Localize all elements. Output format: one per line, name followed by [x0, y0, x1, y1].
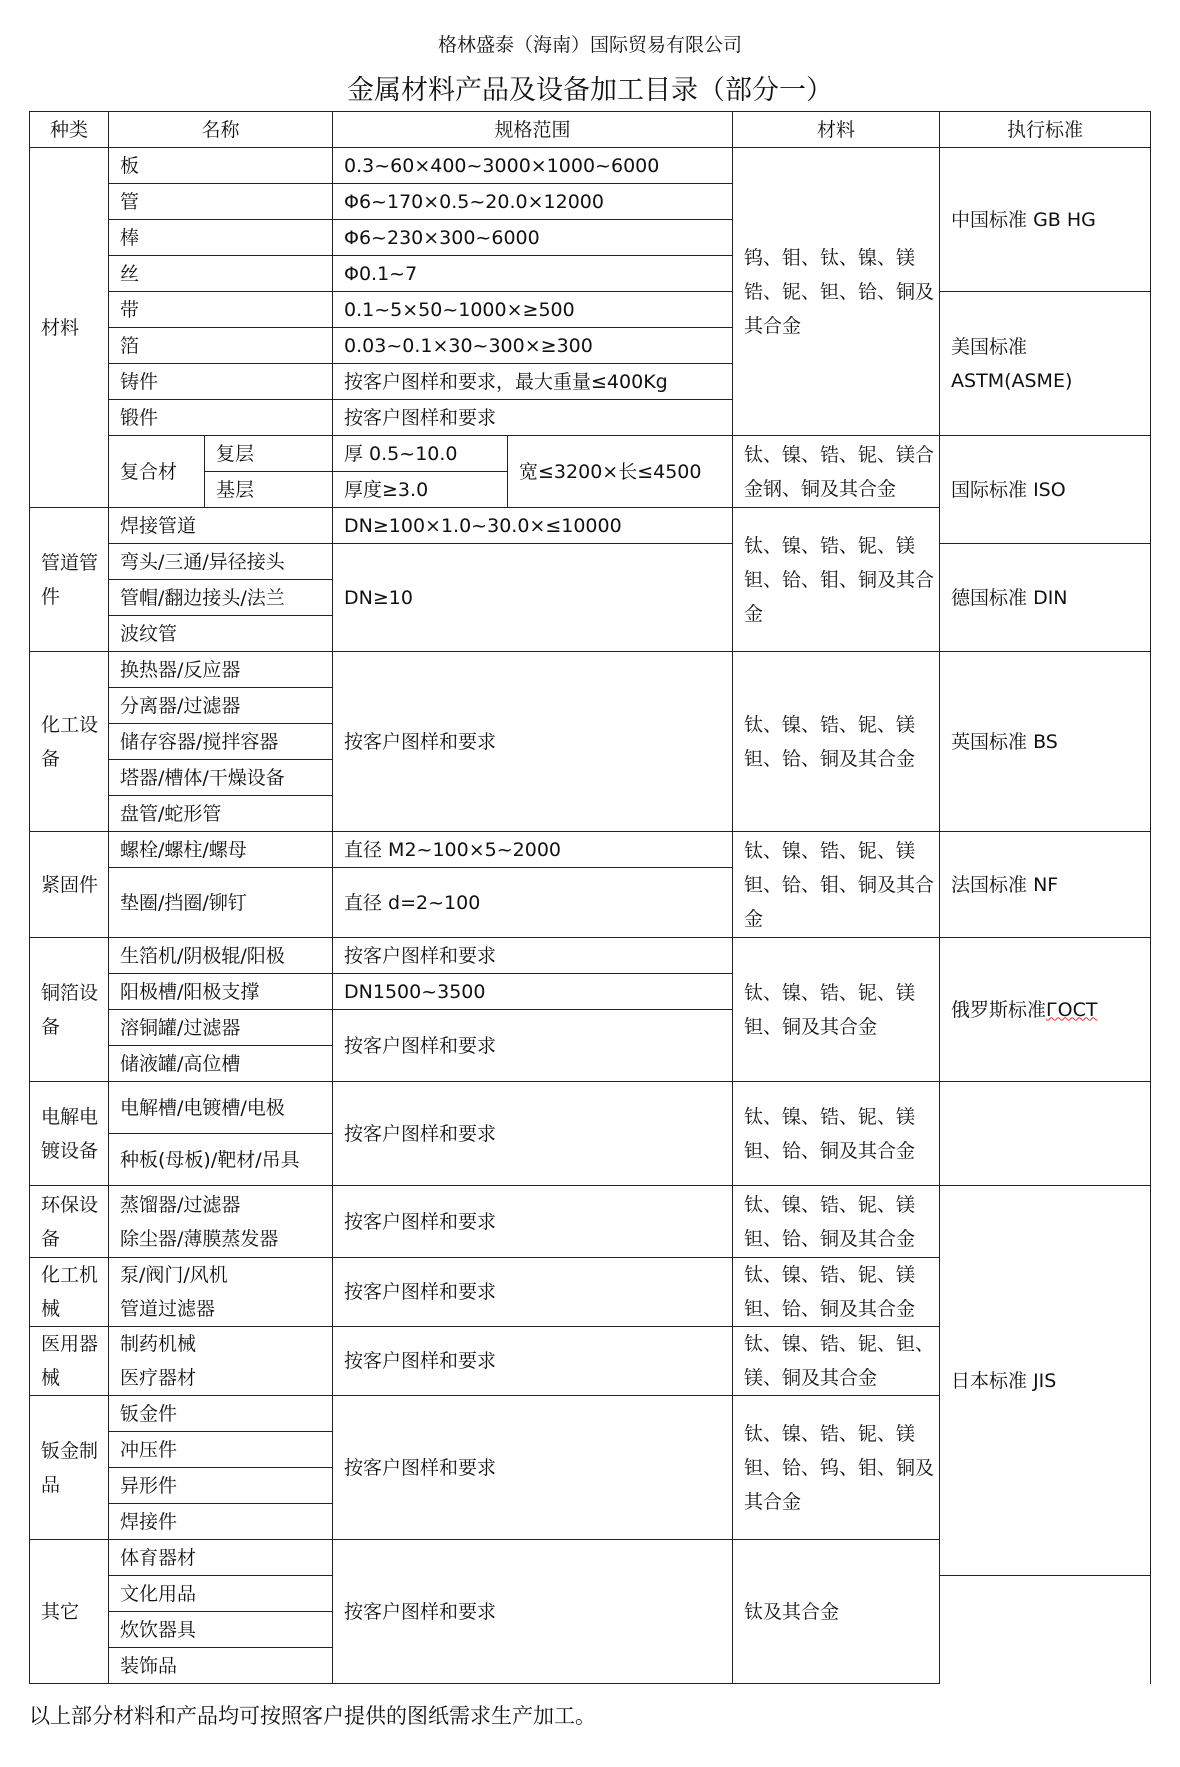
usa-standard-line1: 美国标准 [951, 335, 1028, 358]
standard-cell: 国际标准 ISO [940, 436, 1151, 544]
spec-cell: 按客户图样和要求 [333, 400, 733, 436]
spec-cell: Φ0.1~7 [333, 256, 733, 292]
material-cell: 钛、镍、锆、铌、镁钽、铪、铜及其合金 [733, 652, 940, 832]
name-cell: 溶铜罐/过滤器 [109, 1010, 333, 1046]
spec-cell: 按客户图样和要求 [333, 1540, 733, 1684]
name-cell: 换热器/反应器 [109, 652, 333, 688]
name-cell: 螺栓/螺柱/螺母 [109, 832, 333, 868]
name-line: 蒸馏器/过滤器 [120, 1193, 241, 1216]
spec-cell: 按客户图样和要求 [333, 1186, 733, 1258]
name-cell: 储液罐/高位槽 [109, 1046, 333, 1082]
name-cell: 管帽/翻边接头/法兰 [109, 580, 333, 616]
standard-cell: 法国标准 NF [940, 832, 1151, 938]
spec-cell: 按客户图样和要求 [333, 1082, 733, 1186]
spec-cell: 0.1~5×50~1000×≥500 [333, 292, 733, 328]
russia-standard-label: 俄罗斯标准 [951, 998, 1047, 1021]
header-row [30, 112, 1151, 148]
header-standard: 执行标准 [940, 112, 1151, 148]
material-cell: 钛、镍、锆、铌、钽、镁、铜及其合金 [733, 1327, 940, 1396]
name-cell: 生箔机/阴极辊/阳极 [109, 938, 333, 974]
header-category: 种类 [30, 112, 109, 148]
company-name: 格林盛泰（海南）国际贸易有限公司 [437, 34, 742, 56]
name-cell: 种板(母板)/靶材/吊具 [109, 1134, 333, 1186]
name-cell: 冲压件 [109, 1432, 333, 1468]
spec-cell: Φ6~230×300~6000 [333, 220, 733, 256]
name-cell: 丝 [109, 256, 333, 292]
name-cell: 棒 [109, 220, 333, 256]
standard-cell: 中国标准 GB HG [940, 148, 1151, 292]
name-line: 泵/阀门/风机 [120, 1264, 228, 1286]
category-cell: 环保设备 [30, 1186, 109, 1258]
spec-cell: 宽≤3200×长≤4500 [508, 436, 733, 508]
name-cell: 箔 [109, 328, 333, 364]
spec-cell: 0.3~60×400~3000×1000~6000 [333, 148, 733, 184]
name-cell: 复合材 [109, 436, 205, 508]
usa-standard-line2: ASTM(ASME) [951, 369, 1073, 392]
spec-cell: 按客户图样和要求 [333, 1327, 733, 1396]
name-cell [109, 1186, 333, 1258]
material-cell: 钨、钼、钛、镍、镁锆、铌、钽、铪、铜及其合金 [733, 148, 940, 436]
spec-cell: 按客户图样和要求 [333, 1258, 733, 1327]
spec-cell: 0.03~0.1×30~300×≥300 [333, 328, 733, 364]
spec-cell: 按客户图样和要求 [333, 1396, 733, 1540]
name-line: 管道过滤器 [120, 1298, 216, 1320]
name-cell: 带 [109, 292, 333, 328]
name-cell: 锻件 [109, 400, 333, 436]
material-cell: 钛、镍、锆、铌、镁钽、铪、铜及其合金 [733, 1082, 940, 1186]
name-cell: 异形件 [109, 1468, 333, 1504]
spec-cell: 直径 M2~100×5~2000 [333, 832, 733, 868]
name-cell: 钣金件 [109, 1396, 333, 1432]
category-cell: 化工设备 [30, 652, 109, 832]
name-cell: 储存容器/搅拌容器 [109, 724, 333, 760]
name-cell: 管 [109, 184, 333, 220]
spec-cell: 厚度≥3.0 [333, 472, 508, 508]
table-row [30, 148, 1151, 184]
spec-cell: 按客户图样和要求，最大重量≤400Kg [333, 364, 733, 400]
spec-cell: DN≥100×1.0~30.0×≤10000 [333, 508, 733, 544]
footnote: 以上部分材料和产品均可按照客户提供的图纸需求生产加工。 [29, 1704, 596, 1728]
spec-cell: 按客户图样和要求 [333, 938, 733, 974]
material-cell: 钛、镍、锆、铌、镁钽、铜及其合金 [733, 938, 940, 1082]
category-cell: 其它 [30, 1540, 109, 1684]
category-cell: 紧固件 [30, 832, 109, 938]
name-cell: 分离器/过滤器 [109, 688, 333, 724]
material-cell: 钛、镍、锆、铌、镁钽、铪、钼、铜及其合金 [733, 508, 940, 652]
spec-cell: 按客户图样和要求 [333, 652, 733, 832]
name-cell [109, 1258, 333, 1327]
table-row [30, 1082, 1151, 1134]
table-row [30, 436, 1151, 472]
spec-cell: 厚 0.5~10.0 [333, 436, 508, 472]
name-cell: 铸件 [109, 364, 333, 400]
header-spec: 规格范围 [333, 112, 733, 148]
spec-cell: 按客户图样和要求 [333, 1010, 733, 1082]
material-cell: 钛、镍、锆、铌、镁钽、铪、铜及其合金 [733, 1258, 940, 1327]
table-row [30, 938, 1151, 974]
standard-cell [940, 938, 1151, 1082]
category-cell: 电解电镀设备 [30, 1082, 109, 1186]
name-cell: 盘管/蛇形管 [109, 796, 333, 832]
page-title: 金属材料产品及设备加工目录（部分一） [347, 75, 833, 106]
material-cell: 钛、镍、锆、铌、镁钽、铪、铜及其合金 [733, 1186, 940, 1258]
table-row [30, 832, 1151, 868]
name-cell: 板 [109, 148, 333, 184]
table-row [30, 544, 1151, 580]
name-cell: 炊饮器具 [109, 1612, 333, 1648]
name-cell: 文化用品 [109, 1576, 333, 1612]
name-cell: 焊接管道 [109, 508, 333, 544]
spec-cell: 直径 d=2~100 [333, 868, 733, 938]
standard-cell: 德国标准 DIN [940, 544, 1151, 652]
standard-cell-empty [940, 1082, 1151, 1186]
sublayer-cell: 基层 [205, 472, 333, 508]
name-cell: 弯头/三通/异径接头 [109, 544, 333, 580]
header-name: 名称 [109, 112, 333, 148]
name-cell: 体育器材 [109, 1540, 333, 1576]
name-cell: 阳极槽/阳极支撑 [109, 974, 333, 1010]
material-cell: 钛、镍、锆、铌、镁钽、铪、钨、钼、铜及其合金 [733, 1396, 940, 1540]
category-cell: 管道管件 [30, 508, 109, 652]
name-cell: 垫圈/挡圈/铆钉 [109, 868, 333, 938]
category-cell: 材料 [30, 148, 109, 508]
standard-cell: 日本标准 JIS [940, 1186, 1151, 1576]
category-cell: 钣金制品 [30, 1396, 109, 1540]
name-line: 除尘器/薄膜蒸发器 [120, 1227, 279, 1250]
spec-cell: DN≥10 [333, 544, 733, 652]
russia-standard-code: ГОСТ [1046, 998, 1098, 1021]
material-cell: 钛、镍、锆、铌、镁钽、铪、钼、铜及其合金 [733, 832, 940, 938]
category-cell: 铜箔设备 [30, 938, 109, 1082]
name-cell: 装饰品 [109, 1648, 333, 1684]
name-cell: 焊接件 [109, 1504, 333, 1540]
spec-cell: DN1500~3500 [333, 974, 733, 1010]
name-cell: 电解槽/电镀槽/电极 [109, 1082, 333, 1134]
table-row [30, 292, 1151, 328]
material-cell: 钛及其合金 [733, 1540, 940, 1684]
category-cell: 化工机械 [30, 1258, 109, 1327]
name-cell: 塔器/槽体/干燥设备 [109, 760, 333, 796]
standard-cell [940, 292, 1151, 436]
material-cell: 钛、镍、锆、铌、镁合金钢、铜及其合金 [733, 436, 940, 508]
name-cell: 波纹管 [109, 616, 333, 652]
catalog-table [29, 111, 1151, 1684]
table-row [30, 1186, 1151, 1258]
table-row [30, 652, 1151, 688]
header-material: 材料 [733, 112, 940, 148]
name-cell: 制药机械 [109, 1327, 333, 1362]
category-cell: 医用器械 [30, 1327, 109, 1396]
name-cell: 医疗器材 [109, 1361, 333, 1396]
standard-cell: 英国标准 BS [940, 652, 1151, 832]
spec-cell: Φ6~170×0.5~20.0×12000 [333, 184, 733, 220]
sublayer-cell: 复层 [205, 436, 333, 472]
